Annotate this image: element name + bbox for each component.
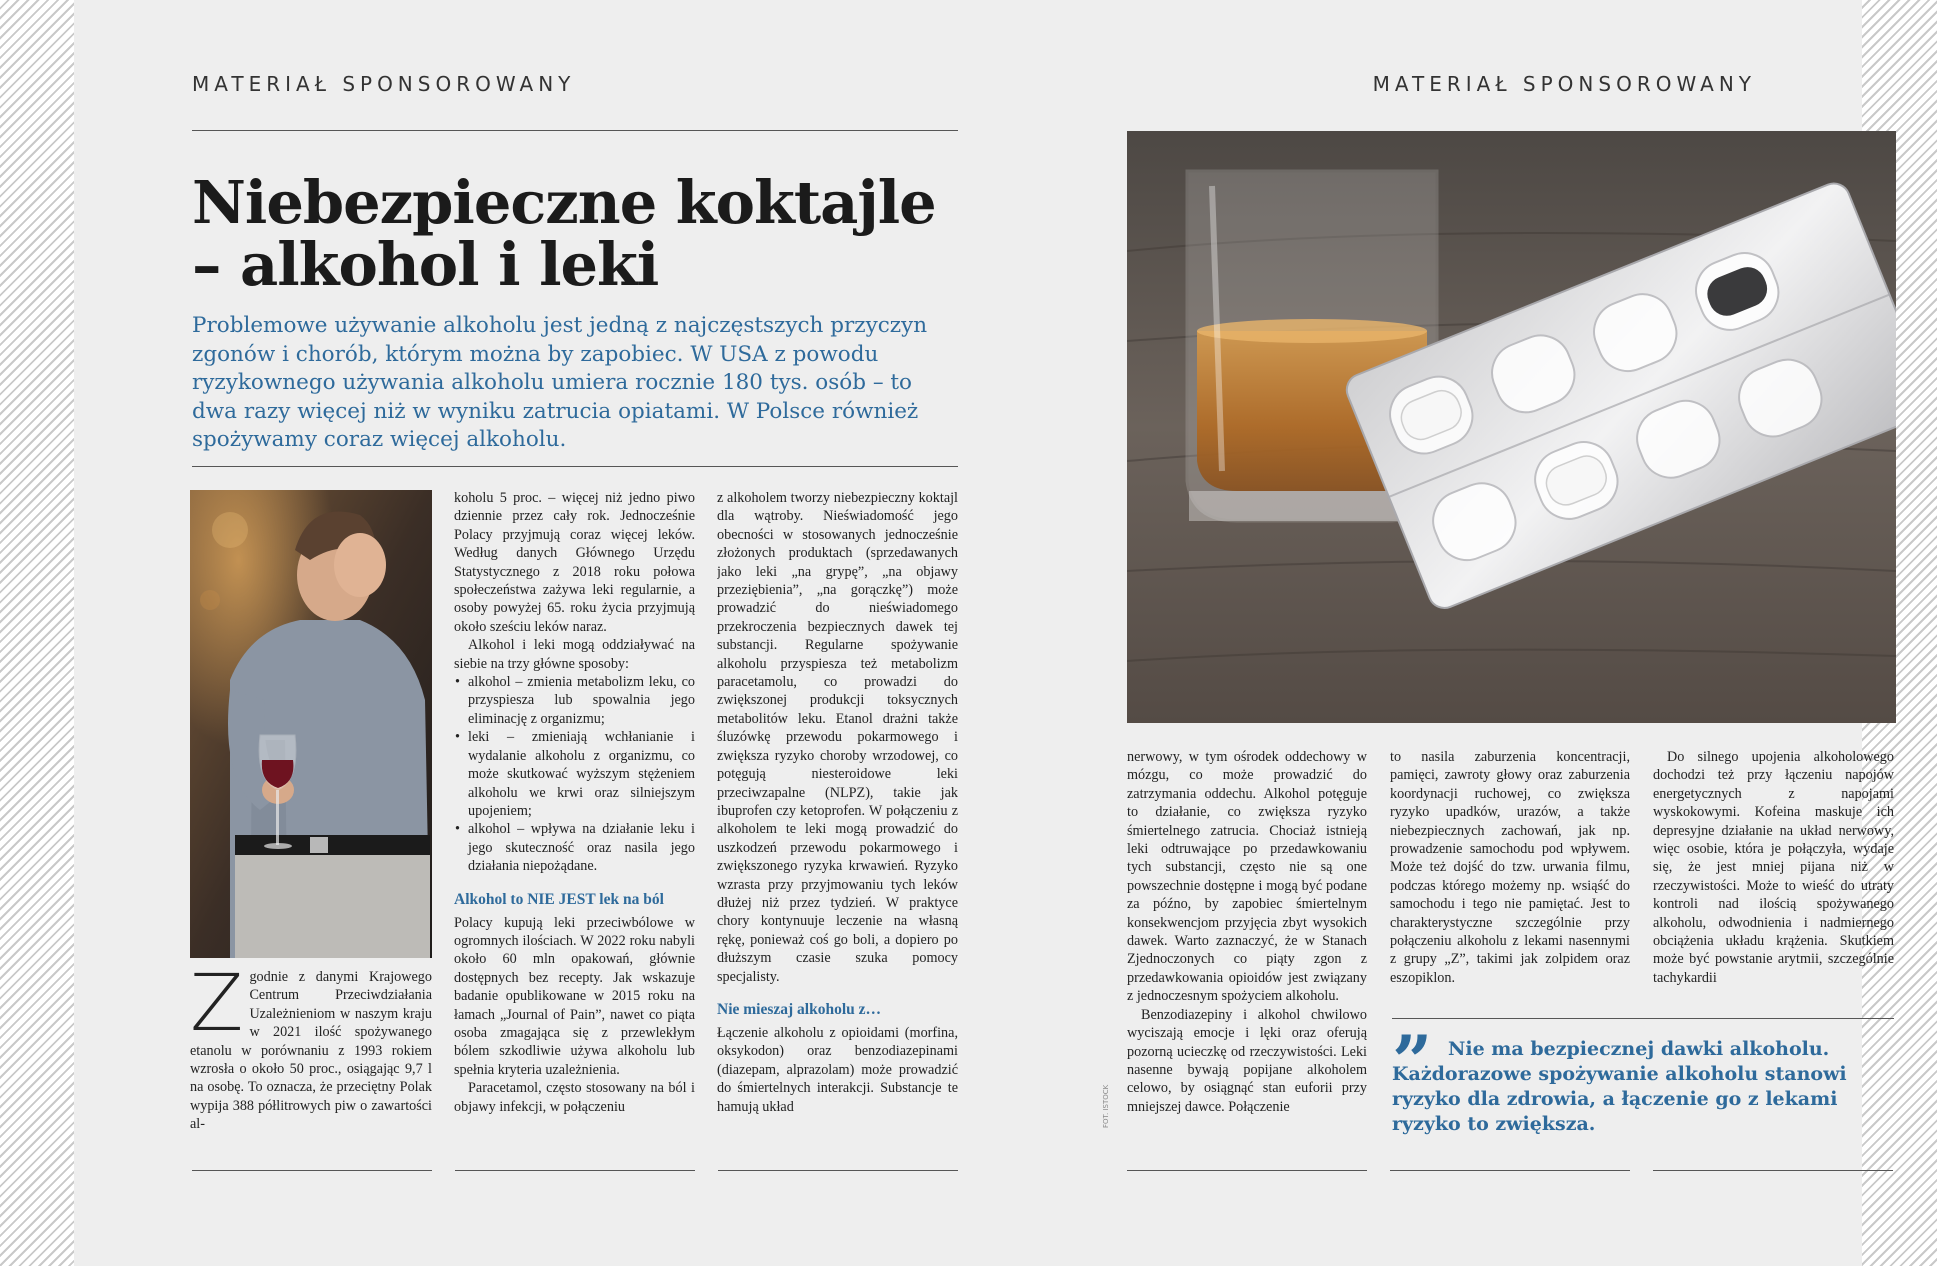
column-bottom-rule <box>1127 1170 1367 1171</box>
column-2-paragraph-3: Polacy kupują leki przeciwbólowe w ogromnych ilościach. W 2022 roku nabyli około 60 mln opakowań, głównie dostępnych bez recepty. Jak wskazuje badanie opublikowane w 2015 roku na łamach „Journal of Pain”, nawet co piąta osoba zmagająca się z przewlekłym bólem szkodliwie używa alkoholu lub spełnia kryteria uzależnienia. <box>454 914 695 1078</box>
title-line-1: Niebezpieczne koktajle <box>192 168 936 237</box>
interaction-list-item: • alkohol – wpływa na działanie leku i jego skuteczność oraz nasila jego działania niepożądane. <box>454 820 695 875</box>
sponsored-label-left: MATERIAŁ SPONSOROWANY <box>192 72 576 96</box>
man-with-wine-image <box>190 490 432 958</box>
title-line-2: – alkohol i leki <box>192 230 659 299</box>
quote-mark-icon: ” <box>1392 1020 1433 1103</box>
column-bottom-rule <box>1653 1170 1893 1171</box>
sponsored-label-right: MATERIAŁ SPONSOROWANY <box>1372 72 1756 96</box>
text-column-5 <box>1390 748 1630 998</box>
pull-quote <box>1392 1018 1894 1137</box>
subheading-dont-mix: Nie mieszaj alkoholu z… <box>717 1000 882 1018</box>
interaction-list-item: • alkohol – zmienia metabolizm leku, co przyspiesza lub spowalnia jego eliminację z organizmu; <box>454 673 695 728</box>
column-bottom-rule <box>192 1170 432 1171</box>
column-2-paragraph-1: koholu 5 proc. – więcej niż jedno piwo dziennie przez cały rok. Jednocześnie Polacy przyjmują coraz więcej leków. Według danych Głównego Urzędu Statystycznego z 2018 roku połowa społeczeństwa zażywa leki regularnie, a osoby powyżej 65. roku życia przyjmują około sześciu leków naraz. <box>454 490 695 635</box>
column-bottom-rule <box>455 1170 695 1171</box>
column-bottom-rule <box>718 1170 958 1171</box>
column-2-paragraph-4: Paracetamol, często stosowany na ból i objawy infekcji, w połączeniu <box>454 1080 695 1115</box>
interaction-list-item: • leki – zmieniają wchłanianie i wydalanie alkoholu z organizmu, co może skutkować wyższym stężeniem alkoholu we krwi oraz silniejszym upojeniem; <box>454 728 695 820</box>
column-4-paragraph-2: Benzodiazepiny i alkohol chwilowo wyciszają emocje i lęki oraz oferują pozorną ucieczkę od rzeczywistości. Leki nasenne bywają popijane alkoholem celowo, by osiągnąć stan euforii przy mniejszej dawce. Połączenie <box>1127 1006 1367 1115</box>
column-2-paragraph-2: Alkohol i leki mogą oddziaływać na siebie na trzy główne sposoby: <box>454 637 695 672</box>
intro-paragraph <box>190 968 432 1134</box>
text-column-1 <box>190 968 432 1162</box>
column-6-paragraph-1: Do silnego upojenia alkoholowego dochodzi też przy łączeniu napojów energetycznych z napojami wyskokowymi. Kofeina maskuje ich depresyjne działanie na układ nerwowy, więc osobie, która je połączyła, wydaje się, że jest mniej pijana niż w rzeczywistości. Może to wieść do utraty kontroli nad ilością spożywanego alkoholu, odwodnienia i nadmiernego obciążenia układu krążenia. Skutkiem może być powstanie arytmii, szczególnie tachykardii <box>1653 749 1894 986</box>
lead-divider <box>192 466 958 467</box>
top-divider <box>192 130 958 131</box>
article-title <box>192 168 952 299</box>
pull-quote-text: Nie ma bezpiecznej dawki alkoholu. Każdorazowe spożywanie alkoholu stanowi ryzyko dla zdrowia, a łączenie go z lekami ryzyko to zwiększa. <box>1392 1038 1847 1135</box>
drop-cap: Z <box>190 968 244 1049</box>
text-column-4 <box>1127 748 1367 1162</box>
intro-paragraph-text: godnie z danymi Krajowego Centrum Przeciwdziałania Uzależnieniom w naszym kraju w 2021 ilość spożywanego etanolu w porównaniu z 1993 rokiem wzrosła o około 50 proc., osiągając 9,7 l na osobę. To oznacza, że przeciętny Polak wypija 388 półlitrowych piw o zawartości al- <box>190 969 432 1133</box>
column-3-paragraph-2: Łączenie alkoholu z opioidami (morfina, oksykodon) oraz benzodiazepinami (diazepam, alprazolam) może prowadzić do śmiertelnych interakcji. Substancje te hamują układ <box>717 1024 958 1115</box>
whisky-and-pills-image <box>1127 131 1896 723</box>
text-column-2 <box>454 489 695 1162</box>
column-3-paragraph-1: z alkoholem tworzy niebezpieczny koktajl dla wątroby. Nieświadomość jego obecności w stosowanych jednocześnie złożonych produktach (sprzedawanych jako leki „na grypę”, „na objawy przeziębienia”, „na gorączkę”) może prowadzić do nieświadomego przekroczenia bezpiecznych dawek tej substancji. Regularne spożywanie alkoholu przyspiesza też metabolizm paracetamolu, co prowadzi do zwiększonej produkcji toksycznych metabolitów leku. Etanol drażni także śluzówkę przewodu pokarmowego i zwiększa ryzyko choroby wrzodowej, co potęgują niesteroidowe leki przeciwzapalne (NLPZ), takie jak ibuprofen czy ketoprofen. W połączeniu z alkoholem te leki mogą prowadzić do uszkodzeń przewodu pokarmowego i zwiększonego ryzyka krwawień. Ryzyko wzrasta przy przyjmowaniu tych leków dłużej niż przez tydzień. W praktyce chory kontynuuje leczenie na własną rękę, ponieważ coś go boli, a dopiero po dłuższym czasie szuka pomocy specjalisty. <box>717 490 958 985</box>
column-4-paragraph-1: nerwowy, w tym ośrodek oddechowy w mózgu, co może prowadzić do zatrzymania oddechu. Alkohol potęguje to działanie, co zwiększa ryzyko śmiertelnego zatrucia. Chociaż istnieją leki odtruwające po przedawkowaniu tych substancji, często nie są one powszechnie dostępne i mogą być podane za późno, by zapobiec śmiertelnym konsekwencjom przyjęcia zbyt wysokich dawek. Warto zaznaczyć, że w Stanach Zjednoczonych co piąty zgon z przedawkowania opioidów jest związany z jednoczesnym spożyciem alkoholu. <box>1127 749 1367 1005</box>
article-lead: Problemowe używanie alkoholu jest jedną z najczęstszych przyczyn zgonów i chorób, którym można by zapobiec. W USA z powodu ryzykownego używania alkoholu umiera rocznie 180 tys. osób – to dwa razy więcej niż w wyniku zatrucia opiatami. W Polsce również spożywamy coraz więcej alkoholu. <box>192 313 928 452</box>
photo-whisky-and-pills <box>1127 131 1896 723</box>
photo-man-with-wine <box>190 490 432 958</box>
column-5-paragraph-1: to nasila zaburzenia koncentracji, pamięci, zawroty głowy oraz zaburzenia koordynacji ruchowej, co zwiększa ryzyko upadków, urazów, a także niebezpiecznych zachowań, jak np. prowadzenie samochodu pod wpływem. Może też dojść do tzw. urwania filmu, podczas którego możemy np. wsiąść do samochodu i tego nie pamiętać. Jest to charakterystyczne szczególnie przy połączeniu alkoholu z lekami nasennymi z grupy „Z”, takimi jak zolpidem oraz eszopiklon. <box>1390 749 1630 986</box>
magazine-spread <box>74 0 1894 1266</box>
text-column-3 <box>717 489 958 1162</box>
text-column-6 <box>1653 748 1894 998</box>
column-bottom-rule <box>1390 1170 1630 1171</box>
photo-credit: FOT. ISTOCK <box>1102 1084 1110 1128</box>
interaction-list <box>454 673 695 875</box>
subheading-painkillers: Alkohol to NIE JEST lek na ból <box>454 890 664 908</box>
